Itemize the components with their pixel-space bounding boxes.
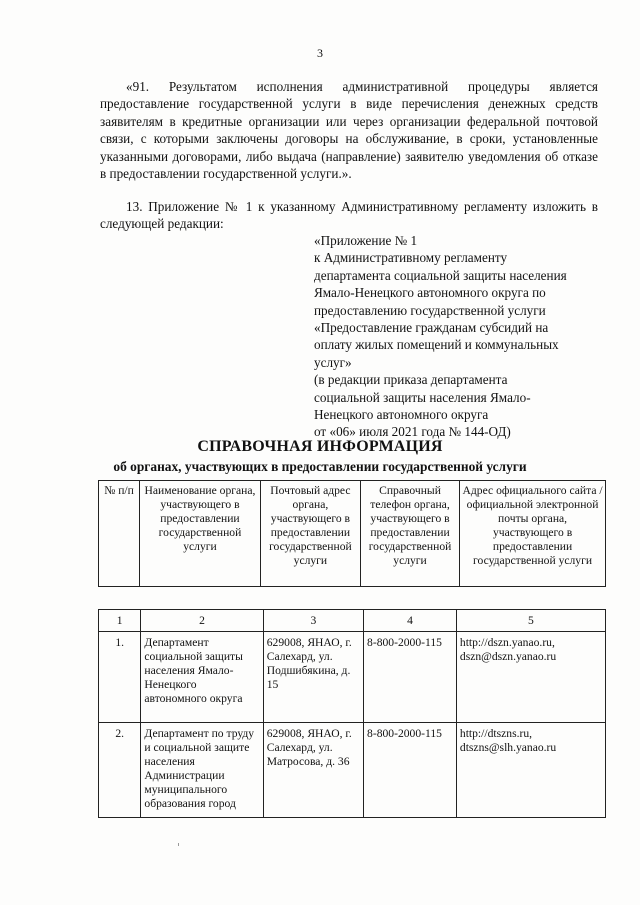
- scan-mark: [178, 843, 179, 846]
- annex-line: Ненецкого автономного округа: [314, 407, 489, 423]
- annex-line: «Предоставление гражданам субсидий на: [314, 320, 549, 336]
- annex-line: предоставлению государственной услуги: [314, 302, 546, 318]
- organ-name: Департамент социальной защиты населения Ямало-Ненецкого автономного округа: [141, 632, 263, 723]
- organ-name: Департамент по труду и социальной защите населения Администрации муниципального образования город: [141, 723, 263, 818]
- annex-line: услуг»: [314, 354, 352, 370]
- info-table-header: [98, 480, 606, 587]
- annex-line: оплату жилых помещений и коммунальных: [314, 337, 559, 353]
- reference-subtitle: об органах, участвующих в предоставлении государственной услуги: [113, 459, 527, 474]
- header-cell-name: Наименование органа, участвующего в предоставлении государственной услуги: [140, 481, 261, 587]
- column-number: 1: [99, 610, 141, 632]
- header-cell-address: Почтовый адрес органа, участвующего в предоставлении государственной услуги: [260, 481, 360, 587]
- header-cell-site: Адрес официального сайта /официальной электронной почты органа, участвующего в предоставлении государственной услуги: [460, 481, 606, 587]
- organ-email: dtszns@slh.yanao.ru: [459, 741, 557, 754]
- reference-title: СПРАВОЧНАЯ ИНФОРМАЦИЯ: [197, 438, 443, 455]
- organ-contacts: [456, 632, 605, 723]
- column-number-row: [99, 610, 606, 632]
- header-cell-number: № п/п: [99, 481, 140, 587]
- organ-contacts: [456, 723, 605, 818]
- column-number: 5: [456, 610, 605, 632]
- organ-phone: 8-800-2000-115: [364, 723, 457, 818]
- page-number: 3: [317, 46, 323, 60]
- annex-line: (в редакции приказа департамента: [314, 372, 508, 388]
- annex-header: [314, 232, 614, 441]
- paragraph-13: 13. Приложение № 1 к указанному Административному регламенту изложить в следующей редакции:: [100, 199, 598, 232]
- row-number: 1.: [99, 632, 141, 723]
- column-number: 2: [141, 610, 263, 632]
- info-table: [98, 609, 606, 818]
- table-row: [99, 632, 606, 723]
- annex-line: к Административному регламенту: [314, 250, 508, 266]
- organ-email: dszn@dszn.yanao.ru: [459, 650, 557, 663]
- column-number: 3: [263, 610, 363, 632]
- organ-address: 629008, ЯНАО, г. Салехард, ул. Подшибякина, д. 15: [263, 632, 363, 723]
- column-number: 4: [364, 610, 457, 632]
- organ-site: http://dszn.yanao.ru,: [459, 636, 555, 649]
- table-row: [99, 723, 606, 818]
- annex-line: от «06» июля 2021 года № 144-ОД): [314, 424, 511, 440]
- organ-address: 629008, ЯНАО, г. Салехард, ул. Матросова, д. 36: [263, 723, 363, 818]
- annex-line: департамента социальной защиты населения: [314, 267, 567, 283]
- paragraph-91: «91. Результатом исполнения административной процедуры является предоставление государственной услуги в виде перечисления денежных средств заявителям в кредитные организации или через организации федеральной почтовой связи, с которыми заключены договоры на обслуживание, в сроки, установленные указанными договорами, либо выдача (направление) заявителю уведомления об отказе в предоставлении государственной услуги.».: [100, 79, 598, 182]
- row-number: 2.: [99, 723, 141, 818]
- annex-line: Ямало-Ненецкого автономного округа по: [314, 285, 546, 301]
- header-cell-phone: Справочный телефон органа, участвующего в предоставлении государственной услуги: [360, 481, 459, 587]
- organ-site: http://dtszns.ru,: [459, 727, 533, 740]
- annex-line: социальной защиты населения Ямало-: [314, 389, 531, 405]
- annex-line: «Приложение № 1: [314, 233, 418, 248]
- organ-phone: 8-800-2000-115: [364, 632, 457, 723]
